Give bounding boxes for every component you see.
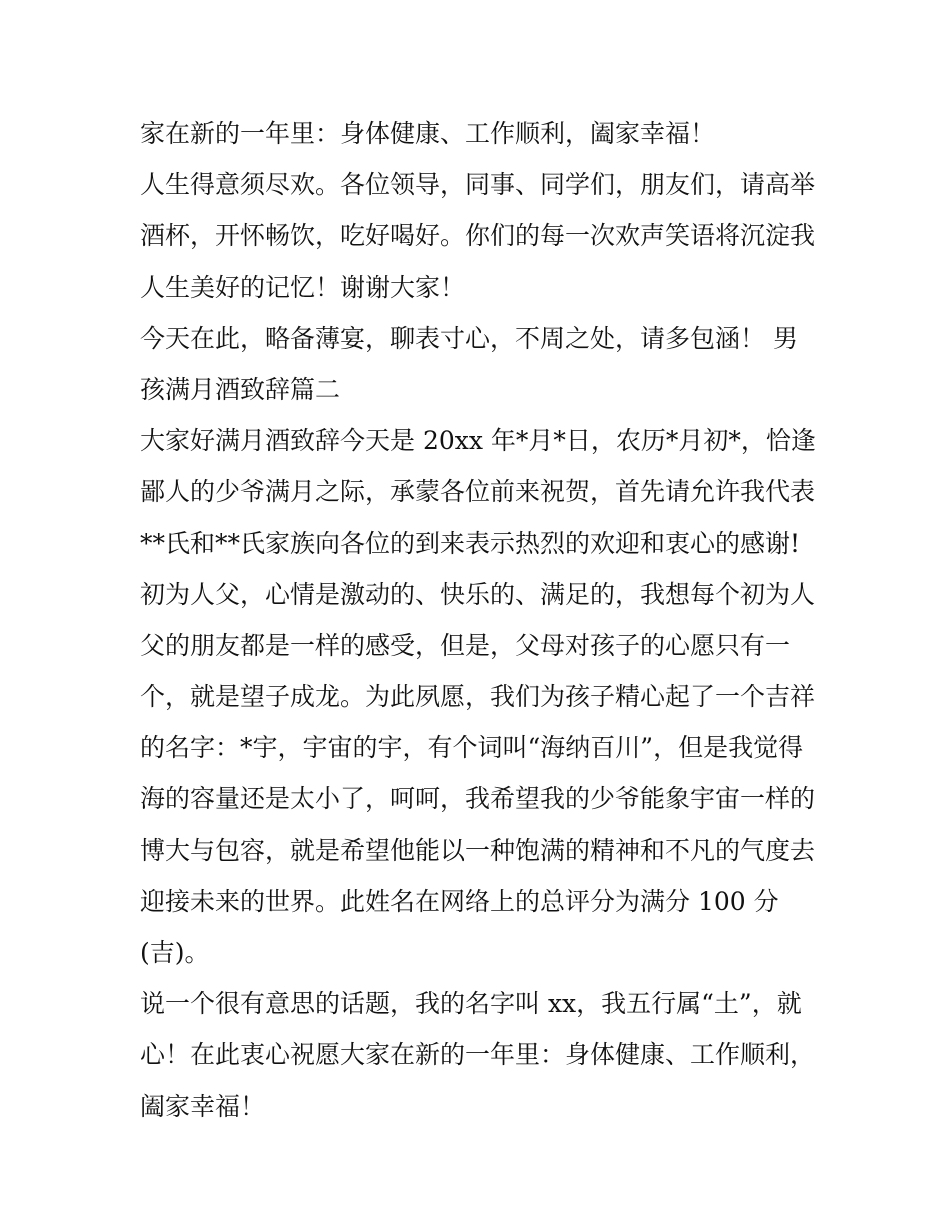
text-line: 父的朋友都是一样的感受，但是，父母对孩子的心愿只有一 bbox=[140, 630, 791, 660]
text-line: 人生得意须尽欢。各位领导，同事、同学们，朋友们，请高举 bbox=[140, 170, 816, 200]
text-line: (吉)。 bbox=[140, 938, 210, 967]
text-line: 家在新的一年里：身体健康、工作顺利，阖家幸福！ bbox=[140, 119, 716, 148]
text-line: 博大与包容，就是希望他能以一种饱满的精神和不凡的气度去 bbox=[140, 835, 816, 865]
text-line: 个，就是望子成龙。为此夙愿，我们为孩子精心起了一个吉祥 bbox=[140, 682, 816, 712]
section-heading: 孩满月酒致辞篇二 bbox=[140, 374, 341, 404]
text-line: 人生美好的记忆！谢谢大家！ bbox=[140, 272, 466, 302]
text-line: 初为人父，心情是激动的、快乐的、满足的，我想每个初为人 bbox=[140, 579, 816, 609]
text-line: 说一个很有意思的话题，我的名字叫 xx，我五行属“土”，就 bbox=[140, 989, 802, 1019]
text-line: 阖家幸福！ bbox=[140, 1091, 266, 1121]
text-line: 鄙人的少爷满月之际，承蒙各位前来祝贺，首先请允许我代表 bbox=[140, 477, 816, 507]
document-body bbox=[140, 108, 830, 1132]
text-line: 迎接未来的世界。此姓名在网络上的总评分为满分 100 分 bbox=[140, 886, 779, 916]
text-line: **氏和**氏家族向各位的到来表示热烈的欢迎和衷心的感谢! bbox=[140, 528, 801, 558]
text-line: 的名字：*宇，宇宙的宇，有个词叫“海纳百川”，但是我觉得 bbox=[140, 733, 804, 763]
text-line: 海的容量还是太小了，呵呵，我希望我的少爷能象宇宙一样的 bbox=[140, 784, 816, 814]
text-line: 今天在此，略备薄宴，聊表寸心，不周之处，请多包涵！ 男 bbox=[140, 323, 798, 353]
text-line: 酒杯，开怀畅饮，吃好喝好。你们的每一次欢声笑语将沉淀我 bbox=[140, 221, 816, 251]
text-line: 心！在此衷心祝愿大家在新的一年里：身体健康、工作顺利， bbox=[140, 1040, 816, 1070]
text-line: 大家好满月酒致辞今天是 20xx 年*月*日，农历*月初*，恰逢 bbox=[140, 426, 816, 456]
